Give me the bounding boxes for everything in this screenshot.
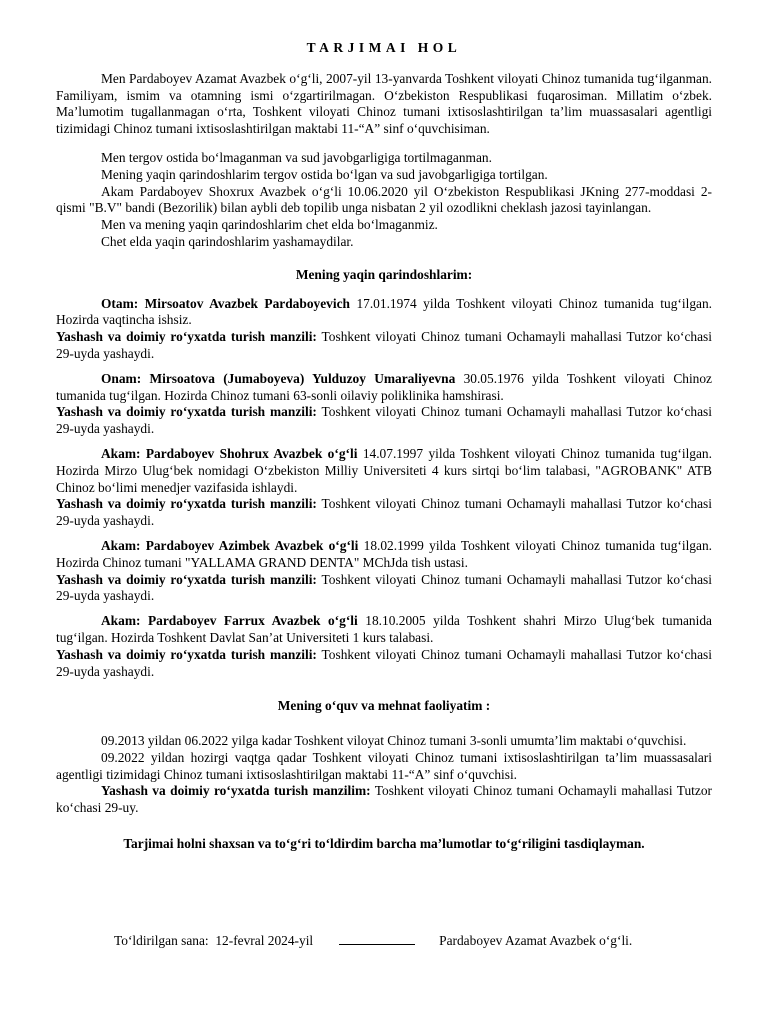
signature-footer: [56, 932, 712, 950]
statements-block: [56, 150, 712, 251]
fill-date-label: To‘ldirilgan sana:: [114, 933, 209, 948]
address-label: Yashash va doimiy ro‘yxatda turish manzili:: [56, 646, 317, 662]
own-address: [56, 783, 712, 817]
relative-label: Onam: Mirsoatova (Jumaboyeva) Yulduzoy Umaraliyevna: [101, 370, 456, 386]
relative-address: [56, 647, 712, 681]
relative-info: [56, 296, 712, 330]
relative-info: [56, 538, 712, 572]
address-label: Yashash va doimiy ro‘yxatda turish manzili:: [56, 496, 317, 512]
relative-entry: [56, 446, 712, 530]
address-text: Toshkent viloyati Chinoz tumani Ochamayli mahallasi Tutzor ko‘chasi 29-uyda yashaydi.: [56, 496, 712, 529]
relative-address: [56, 496, 712, 530]
relative-address: [56, 404, 712, 438]
address-text: Toshkent viloyati Chinoz tumani Ochamayli mahallasi Tutzor ko‘chasi 29-uyda yashaydi.: [56, 571, 712, 604]
address-label: Yashash va doimiy ro‘yxatda turish manzili:: [56, 404, 317, 420]
relative-text: 17.01.1974 yilda Toshkent viloyati Chinoz tumanida tug‘ilgan. Hozirda vaqtincha ishsiz.: [56, 295, 712, 328]
statement: Mening yaqin qarindoshlarim tergov ostida bo‘lgan va sud javobgarligiga tortilgan.: [101, 166, 548, 182]
statement: Men va mening yaqin qarindoshlarim chet elda bo‘lmaganmiz.: [101, 217, 438, 233]
relative-info: [56, 446, 712, 496]
relative-address: [56, 572, 712, 606]
relative-label: Akam: Pardaboyev Farrux Avazbek o‘g‘li: [101, 613, 358, 629]
relative-info: [56, 613, 712, 647]
address-text: Toshkent viloyati Chinoz tumani Ochamayli mahallasi Tutzor ko‘chasi 29-uyda yashaydi.: [56, 329, 712, 361]
relative-entry: [56, 538, 712, 605]
relative-label: Otam: Mirsoatov Avazbek Pardaboyevich: [101, 295, 350, 311]
relative-text: 18.02.1999 yilda Toshkent viloyati Chinoz tumanida tug‘ilgan. Hozirda Chinoz tumani "YALLAMA GRAND DENTA" MChJda tish ustasi.: [56, 537, 712, 570]
address-label: Yashash va doimiy ro‘yxatda turish manzili:: [56, 329, 317, 345]
document-title: TARJIMAI HOL: [306, 40, 462, 55]
relatives-heading: Mening yaqin qarindoshlarim:: [295, 266, 473, 282]
signature-line: [339, 932, 415, 945]
address-text: Toshkent viloyati Chinoz tumani Ochamayli mahallasi Tutzor ko‘chasi 29-uyda yashaydi.: [56, 646, 712, 679]
relative-label: Akam: Pardaboyev Azimbek Avazbek o‘g‘li: [101, 537, 359, 553]
relative-text: 30.05.1976 yilda Toshkent viloyati Chinoz tumanida tug‘ilgan. Hozirda Chinoz tumani 63-sonli oilaviy poliklinika hamshirasi.: [56, 370, 712, 403]
own-address-text: Toshkent viloyati Chinoz tumani Ochamayli mahallasi Tutzor ko‘chasi 29-uy.: [56, 783, 712, 816]
address-label: Yashash va doimiy ro‘yxatda turish manzili:: [56, 571, 317, 587]
relative-entry: [56, 296, 712, 363]
career-item: 09.2013 yildan 06.2022 yilga kadar Toshkent viloyat Chinoz tumani 3-sonli umumta’lim maktabi o‘quvchisi.: [101, 733, 687, 749]
relative-text: 18.10.2005 yilda Toshkent shahri Mirzo Ulug‘bek tumanida tug‘ilgan. Hozirda Toshkent Davlat San’at Universiteti 1 kurs talabasi.: [56, 613, 712, 645]
career-heading: Mening o‘quv va mehnat faoliyatim :: [277, 698, 491, 714]
relative-info: [56, 371, 712, 405]
statement: Chet elda yaqin qarindoshlarim yashamaydilar.: [101, 233, 354, 249]
intro-paragraph: Men Pardaboyev Azamat Avazbek o‘g‘li, 2007-yil 13-yanvarda Toshkent viloyati Chinoz tumanida tug‘ilganman. Familiyam, ismim va otamning ismi o‘zgartirilmagan. O‘zbekiston Respublikasi fuqarosiman. Millatim o‘zbek. Ma’lumotim tugallanmagan o‘rta, Toshkent viloyati Chinoz tumani ixtisoslashtirilgan ta’lim muassasalari agentligi tizimidagi Chinoz tumani ixtisoslashtirilgan maktabi 11-“A” sinf o‘quvchisiman.: [56, 70, 712, 137]
statement: Men tergov ostida bo‘lmaganman va sud javobgarligiga tortilmaganman.: [101, 149, 492, 165]
fill-date-value: 12-fevral 2024-yil: [215, 933, 314, 948]
relative-address: [56, 329, 712, 363]
address-text: Toshkent viloyati Chinoz tumani Ochamayli mahallasi Tutzor ko‘chasi 29-uyda yashaydi.: [56, 404, 712, 437]
statement: Akam Pardaboyev Shoxrux Avazbek o‘g‘li 10.06.2020 yil O‘zbekiston Respublikasi JKning 277-moddasi 2-qismi "B.V" bandi (Bezorilik) bilan aybli deb topilib unga nisbatan 2 yil ozodlikni cheklash jazosi tayinlangan.: [56, 183, 712, 216]
career-item: 09.2022 yildan hozirgi vaqtga qadar Toshkent viloyati Chinoz tumani ixtisoslashtirilgan ta’lim muassasalari agentligi tizimidagi Chinoz tumani ixtisoslashtirilgan maktabi 11-“A” sinf o‘quvchisi.: [56, 749, 712, 782]
relative-text: 14.07.1997 yilda Toshkent viloyati Chinoz tumanida tug‘ilgan. Hozirda Mirzo Ulug‘bek nomidagi O‘zbekiston Milliy Universiteti 4 kurs sirtqi bo‘lim talabasi, "AGROBANK" ATB Chinoz bo‘limi menedjer vazifasida ishlaydi.: [56, 445, 712, 495]
own-address-label: Yashash va doimiy ro‘yxatda turish manzilim:: [101, 783, 371, 799]
relative-entry: [56, 613, 712, 680]
relative-label: Akam: Pardaboyev Shohrux Avazbek o‘g‘li: [101, 445, 358, 461]
fill-date: [114, 933, 313, 950]
relative-entry: [56, 371, 712, 438]
signature-name: Pardaboyev Azamat Avazbek o‘g‘li.: [439, 933, 633, 948]
declaration: Tarjimai holni shaxsan va to‘g‘ri to‘ldirdim barcha ma’lumotlar to‘g‘riligini tasdiqlayman.: [123, 836, 645, 852]
